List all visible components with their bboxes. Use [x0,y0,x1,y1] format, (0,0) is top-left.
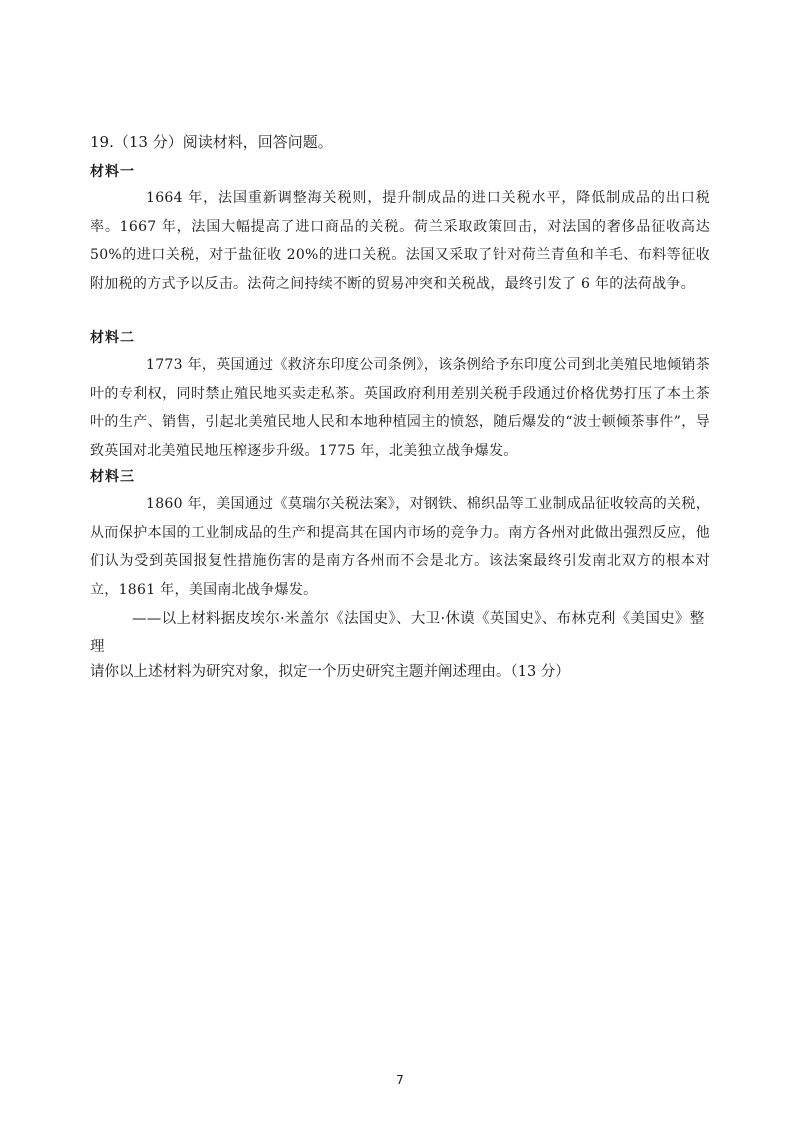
material-1-text: 1664 年，法国重新调整海关税则，提升制成品的进口关税水平，降低制成品的出口税率。1667 年，法国大幅提高了进口商品的关税。荷兰采取政策回击，对法国的奢侈品征收高达 50%的进口关税，对于盐征收 20%的进口关税。法国又采取了针对荷兰青鱼和羊毛、布料等征收附加税的方式予以反击。法荷之间持续不断的贸易冲突和关税战，最终引发了 6 年的法荷战争。 [90,190,710,292]
task-prompt: 请你以上述材料为研究对象，拟定一个历史研究主题并阐述理由。（13 分） [90,664,570,680]
page-number: 7 [396,1073,404,1087]
question-header: 19.（13 分）阅读材料，回答问题。 [90,133,333,151]
material-1-heading: 材料一 [90,164,135,180]
source-citation: ——以上材料据皮埃尔·米盖尔《法国史》、大卫·休谟《英国史》、布林克利《美国史》整理 [90,611,705,655]
material-2-text: 1773 年，英国通过《救济东印度公司条例》，该条例给予东印度公司到北美殖民地倾销茶叶的专利权，同时禁止殖民地买卖走私茶。英国政府利用差别关税手段通过价格优势打压了本土茶叶的生产、销售，引起北美殖民地人民和本地种植园主的愤怒，随后爆发的“波士顿倾茶事件”，导致英国对北美殖民地压榨逐步升级。1775 年，北美独立战争爆发。 [90,357,710,459]
material-3-heading: 材料三 [90,469,135,485]
material-2-heading: 材料二 [90,330,135,346]
material-3-text: 1860 年，美国通过《莫瑞尔关税法案》，对钢铁、棉织品等工业制成品征收较高的关税，从而保护本国的工业制成品的生产和提高其在国内市场的竞争力。南方各州对此做出强烈反应，他们认为受到英国报复性措施伤害的是南方各州而不会是北方。该法案最终引发南北双方的根本对立，1861 年，美国南北战争爆发。 [90,496,710,598]
